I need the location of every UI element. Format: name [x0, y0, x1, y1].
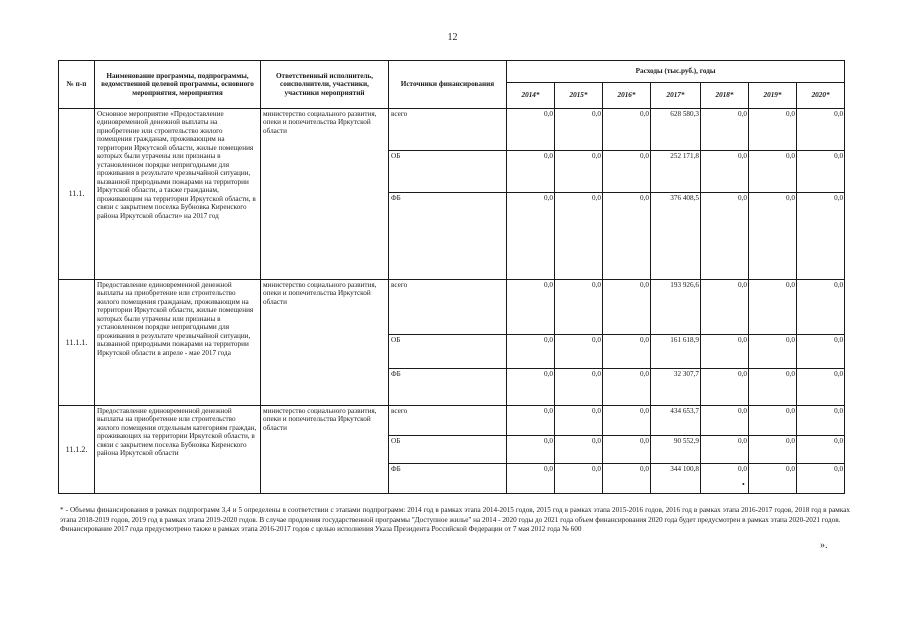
header-year: 2018* — [701, 83, 749, 109]
expense-value: 0,0 — [701, 464, 749, 494]
footnote-line-2: Финансирование 2017 года предусмотрено также в рамках этапа 2016-2017 годов с целью исполнения Указа Президента Российской Федерации от 7 мая 2012 года № 600 — [60, 525, 582, 533]
expense-value: 0,0 — [797, 436, 845, 464]
funding-source: ФБ — [389, 193, 507, 280]
stray-mark: • — [742, 480, 745, 489]
funding-source: ФБ — [389, 369, 507, 406]
activity-name: Основное мероприятие «Предоставление единовременной денежной выплаты на приобретение или строительство жилого помещения гражданам, проживающим на территории Иркутской области, жилые помещения которых были утрачены или признаны в установленном порядке непригодными для проживания в результате чрезвычайной ситуации, вызванной природными пожарами на территории Иркутской области, а также гражданам, проживающим на территории Иркутской области, в связи с закрытием поселка Бубновка Киренского района Иркутской области» на 2017 год — [95, 109, 261, 280]
expense-value: 0,0 — [701, 369, 749, 406]
expense-value: 90 552,9 — [651, 436, 701, 464]
expense-value: 0,0 — [555, 193, 603, 280]
expense-value: 0,0 — [749, 280, 797, 335]
header-year: 2019* — [749, 83, 797, 109]
expense-value: 0,0 — [555, 406, 603, 436]
funding-source: всего — [389, 406, 507, 436]
expense-value: 344 100,8 — [651, 464, 701, 494]
header-year: 2016* — [603, 83, 651, 109]
header-year: 2020* — [797, 83, 845, 109]
expense-value: 0,0 — [603, 151, 651, 193]
row-number: 11.1. — [59, 109, 95, 280]
expense-value: 0,0 — [797, 406, 845, 436]
expense-value: 0,0 — [701, 193, 749, 280]
expense-value: 434 653,7 — [651, 406, 701, 436]
table-row — [59, 406, 845, 436]
expense-value: 32 307,7 — [651, 369, 701, 406]
expense-value: 0,0 — [603, 464, 651, 494]
expense-value: 0,0 — [507, 369, 555, 406]
expense-value: 0,0 — [603, 406, 651, 436]
header-year: 2015* — [555, 83, 603, 109]
executor: министерство социального развития, опеки и попечительства Иркутской области — [261, 406, 389, 494]
header-year: 2017* — [651, 83, 701, 109]
expense-value: 0,0 — [507, 436, 555, 464]
expense-value: 0,0 — [749, 369, 797, 406]
expense-value: 0,0 — [749, 406, 797, 436]
expense-value: 0,0 — [797, 369, 845, 406]
expense-value: 0,0 — [555, 109, 603, 151]
expense-value: 0,0 — [701, 406, 749, 436]
expense-value: 628 580,3 — [651, 109, 701, 151]
expense-value: 0,0 — [603, 193, 651, 280]
footnote — [60, 506, 850, 535]
expense-value: 0,0 — [555, 436, 603, 464]
header-source: Источники финансирования — [389, 61, 507, 109]
expense-value: 0,0 — [749, 335, 797, 369]
executor: министерство социального развития, опеки и попечительства Иркутской области — [261, 280, 389, 406]
expense-value: 0,0 — [603, 335, 651, 369]
funding-source: ОБ — [389, 151, 507, 193]
funding-source: ОБ — [389, 436, 507, 464]
row-number: 11.1.1. — [59, 280, 95, 406]
expense-value: 0,0 — [797, 193, 845, 280]
header-expenses: Расходы (тыс.руб.), годы — [507, 61, 845, 83]
expense-value: 0,0 — [555, 151, 603, 193]
page-number: 12 — [447, 32, 458, 43]
expense-value: 0,0 — [507, 335, 555, 369]
expense-value: 0,0 — [701, 109, 749, 151]
expense-value: 0,0 — [797, 109, 845, 151]
expense-value: 0,0 — [797, 151, 845, 193]
expense-value: 252 171,8 — [651, 151, 701, 193]
expense-value: 0,0 — [749, 109, 797, 151]
expense-value: 0,0 — [603, 436, 651, 464]
expense-value: 0,0 — [507, 151, 555, 193]
executor: министерство социального развития, опеки и попечительства Иркутской области — [261, 109, 389, 280]
expense-value: 0,0 — [555, 464, 603, 494]
table-row — [59, 280, 845, 335]
expense-value: 0,0 — [507, 406, 555, 436]
expense-value: 0,0 — [701, 436, 749, 464]
expense-value: 0,0 — [507, 280, 555, 335]
expense-value: 0,0 — [603, 109, 651, 151]
expense-value: 0,0 — [797, 464, 845, 494]
closing-quote: ». — [820, 540, 828, 551]
expense-value: 0,0 — [603, 369, 651, 406]
expense-value: 376 408,5 — [651, 193, 701, 280]
activity-name: Предоставление единовременной денежной выплаты на приобретение или строительство жилого помещения отдельным категориям граждан, проживающих на территории Иркутской области, в связи с закрытием поселка Бубновка Киренского района Иркутской области — [95, 406, 261, 494]
expense-value: 0,0 — [749, 151, 797, 193]
funding-source: всего — [389, 109, 507, 151]
table-row — [59, 109, 845, 151]
expense-value: 0,0 — [507, 193, 555, 280]
expense-value: 0,0 — [555, 369, 603, 406]
activity-name: Предоставление единовременной денежной выплаты на приобретение или строительство жилого помещения гражданам, проживающим на территории Иркутской области, жилые помещения которых были утрачены или признаны в установленном порядке непригодными для проживания в результате чрезвычайной ситуации, вызванной природными пожарами на территории Иркутской области в апреле - мае 2017 года — [95, 280, 261, 406]
table-body — [59, 109, 845, 494]
funding-source: ОБ — [389, 335, 507, 369]
expense-value: 0,0 — [749, 436, 797, 464]
expense-value: 0,0 — [555, 335, 603, 369]
expense-value: 0,0 — [749, 193, 797, 280]
funding-source: всего — [389, 280, 507, 335]
expense-value: 0,0 — [603, 280, 651, 335]
expense-value: 0,0 — [701, 335, 749, 369]
header-name: Наименование программы, подпрограммы, ведомственной целевой программы, основного мероприятия, мероприятия — [95, 61, 261, 109]
expense-value: 0,0 — [507, 109, 555, 151]
expense-value: 0,0 — [797, 280, 845, 335]
expense-value: 193 926,6 — [651, 280, 701, 335]
header-number: № п-п — [59, 61, 95, 109]
funding-source: ФБ — [389, 464, 507, 494]
expense-value: 0,0 — [555, 280, 603, 335]
budget-table — [58, 60, 845, 494]
expense-value: 0,0 — [701, 280, 749, 335]
header-year: 2014* — [507, 83, 555, 109]
expense-value: 0,0 — [797, 335, 845, 369]
row-number: 11.1.2. — [59, 406, 95, 494]
expense-value: 0,0 — [701, 151, 749, 193]
expense-value: 0,0 — [749, 464, 797, 494]
header-executor: Ответственный исполнитель, соисполнители, участники, участники мероприятий — [261, 61, 389, 109]
expense-value: 0,0 — [507, 464, 555, 494]
footnote-line-1: * - Объемы финансирования в рамках подпрограмм 3,4 и 5 определены в соответствии с этапами подпрограмм: 2014 год в рамках этапа 2014-2015 годов, 2015 год в рамках этапа 2015-2016 годов, 2016 год в рамках этапа 2016-2017 годов, 2018 год в рамках этапа 2018-2019 годов, 2019 год в рамках этапа 2019-2020 годов. В случае продления государственной программы "Доступное жилье" на 2014 - 2020 годы до 2021 года объем финансирования 2020 года будет предусмотрен в рамках этапа 2020-2021 годов. — [60, 506, 850, 524]
expense-value: 161 618,9 — [651, 335, 701, 369]
